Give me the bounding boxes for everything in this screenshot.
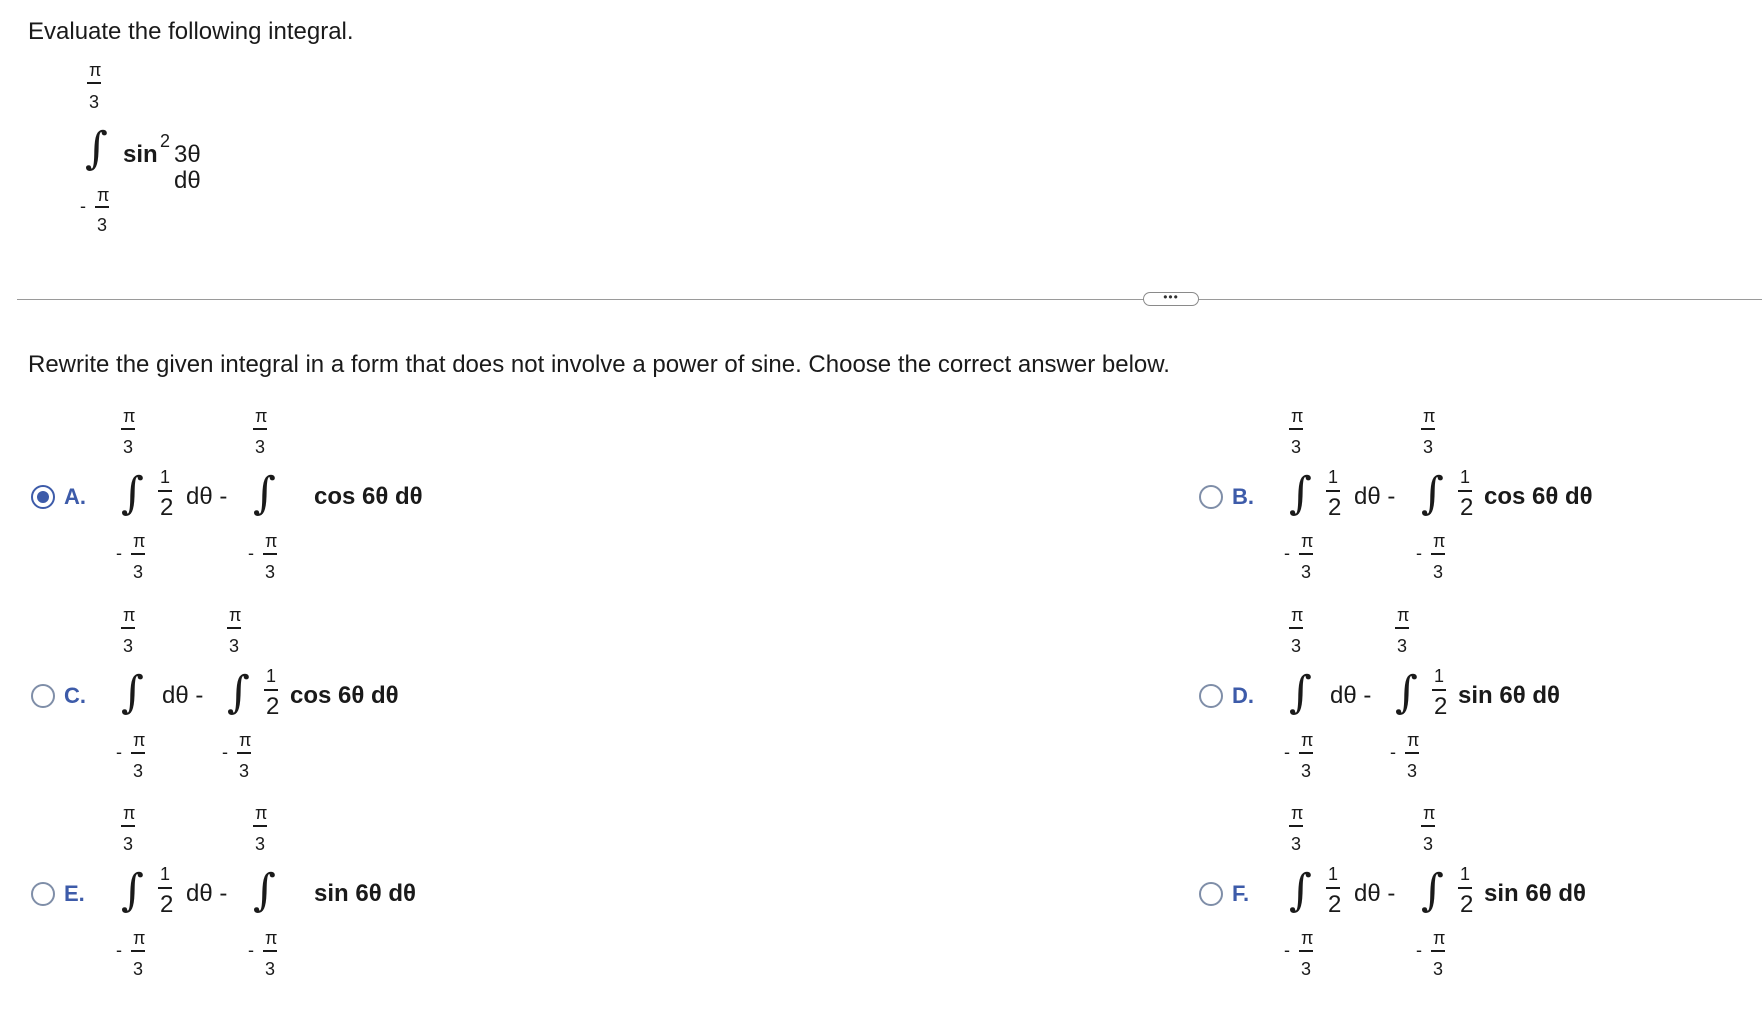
first-integral-lower-numerator: π (133, 531, 146, 551)
first-coefficient-numerator: 1 (160, 467, 171, 487)
first-differential: dθ - (186, 483, 228, 510)
integrand-exponent: 2 (160, 131, 171, 151)
upper-limit-numerator: π (89, 60, 102, 80)
second-integral-lower-sign: - (1390, 742, 1396, 762)
second-integral-upper-denominator: 3 (1397, 636, 1408, 656)
second-integral-lower-numerator: π (1433, 928, 1446, 948)
option-letter[interactable]: A. (64, 484, 86, 509)
first-integral-sign: ∫ (121, 865, 144, 916)
second-integral-lower-sign: - (222, 742, 228, 762)
first-integral-upper-numerator: π (123, 605, 136, 625)
option-letter[interactable]: C. (64, 683, 86, 708)
first-integral-upper-denominator: 3 (123, 834, 134, 854)
lower-limit-bar (95, 206, 109, 208)
second-coefficient-numerator: 1 (1434, 666, 1445, 686)
first-integral-upper-numerator: π (123, 803, 136, 823)
integrand-term: sin 6θ dθ (314, 880, 416, 907)
second-integral-upper-bar (1421, 428, 1435, 430)
part-instruction: Rewrite the given integral in a form that does not involve a power of sine. Choose the correct answer below. (28, 351, 1170, 378)
second-coefficient-denominator: 2 (266, 693, 280, 720)
first-integral-lower-denominator: 3 (1301, 761, 1312, 781)
radio-button[interactable] (1199, 684, 1223, 708)
second-integral-sign: ∫ (253, 468, 276, 519)
second-integral-upper-denominator: 3 (255, 437, 266, 457)
first-integral-lower-numerator: π (133, 730, 146, 750)
second-integral-lower-numerator: π (1407, 730, 1420, 750)
first-integral-upper-numerator: π (1291, 803, 1304, 823)
upper-limit-denominator: 3 (89, 92, 100, 112)
second-integral-sign: ∫ (1395, 667, 1418, 718)
first-integral-lower-bar (1299, 553, 1313, 555)
radio-button[interactable] (31, 684, 55, 708)
integrand-term: sin 6θ dθ (1458, 682, 1560, 709)
first-integral-upper-denominator: 3 (1291, 834, 1302, 854)
first-integral-lower-sign: - (116, 543, 122, 563)
second-integral-sign: ∫ (227, 667, 250, 718)
second-integral-lower-bar (1431, 553, 1445, 555)
first-integral-sign: ∫ (121, 667, 144, 718)
second-integral-sign: ∫ (1421, 468, 1444, 519)
integral-sign: ∫ (85, 123, 108, 174)
first-integral-lower-numerator: π (1301, 928, 1314, 948)
first-integral-lower-bar (1299, 950, 1313, 952)
second-integral-lower-bar (263, 950, 277, 952)
second-integral-lower-denominator: 3 (265, 959, 276, 979)
first-coefficient-denominator: 2 (160, 891, 174, 918)
first-integral-upper-bar (1289, 825, 1303, 827)
first-integral-upper-numerator: π (1291, 605, 1304, 625)
first-integral-lower-denominator: 3 (133, 761, 144, 781)
question-instruction: Evaluate the following integral. (28, 18, 354, 45)
first-integral-upper-bar (1289, 428, 1303, 430)
first-integral-upper-denominator: 3 (1291, 437, 1302, 457)
second-coefficient-numerator: 1 (266, 666, 277, 686)
second-integral-lower-denominator: 3 (265, 562, 276, 582)
second-integral-upper-numerator: π (1423, 803, 1436, 823)
radio-button[interactable] (31, 882, 55, 906)
more-button[interactable]: ••• (1143, 292, 1199, 306)
first-integral-lower-bar (131, 553, 145, 555)
first-integral-lower-bar (131, 752, 145, 754)
first-differential: dθ - (1330, 682, 1372, 709)
radio-button[interactable] (1199, 485, 1223, 509)
first-integral-upper-bar (121, 627, 135, 629)
second-integral-lower-numerator: π (265, 531, 278, 551)
second-integral-lower-bar (237, 752, 251, 754)
lower-limit-denominator: 3 (97, 215, 108, 235)
second-integral-lower-numerator: π (239, 730, 252, 750)
second-coefficient-denominator: 2 (1460, 494, 1474, 521)
first-coefficient-numerator: 1 (160, 864, 171, 884)
second-integral-lower-sign: - (248, 543, 254, 563)
integrand-term: sin 6θ dθ (1484, 880, 1586, 907)
second-integral-upper-denominator: 3 (229, 636, 240, 656)
second-integral-upper-denominator: 3 (1423, 834, 1434, 854)
first-integral-lower-denominator: 3 (1301, 562, 1312, 582)
second-integral-upper-bar (1421, 825, 1435, 827)
second-integral-upper-bar (1395, 627, 1409, 629)
first-coefficient-denominator: 2 (1328, 494, 1342, 521)
second-coefficient-bar (1432, 689, 1446, 691)
second-coefficient-denominator: 2 (1434, 693, 1448, 720)
integrand-term: cos 6θ dθ (1484, 483, 1593, 510)
second-integral-lower-numerator: π (265, 928, 278, 948)
first-integral-upper-numerator: π (1291, 406, 1304, 426)
first-integral-sign: ∫ (1289, 865, 1312, 916)
first-differential: dθ - (1354, 880, 1396, 907)
option-letter[interactable]: D. (1232, 683, 1254, 708)
first-differential: dθ - (1354, 483, 1396, 510)
second-integral-lower-denominator: 3 (239, 761, 250, 781)
first-integral-lower-bar (1299, 752, 1313, 754)
first-coefficient-numerator: 1 (1328, 467, 1339, 487)
first-integral-lower-denominator: 3 (1301, 959, 1312, 979)
first-integral-lower-sign: - (1284, 742, 1290, 762)
first-coefficient-denominator: 2 (160, 494, 174, 521)
first-integral-lower-sign: - (1284, 940, 1290, 960)
second-integral-upper-numerator: π (255, 406, 268, 426)
first-integral-lower-sign: - (116, 742, 122, 762)
integrand-argument: 3θ dθ (174, 141, 201, 194)
option-letter[interactable]: B. (1232, 484, 1254, 509)
option-letter[interactable]: F. (1232, 881, 1250, 906)
second-integral-lower-sign: - (248, 940, 254, 960)
first-differential: dθ - (186, 880, 228, 907)
second-integral-lower-numerator: π (1433, 531, 1446, 551)
upper-limit-bar (87, 82, 101, 84)
second-integral-upper-denominator: 3 (255, 834, 266, 854)
first-coefficient-bar (158, 887, 172, 889)
first-integral-lower-sign: - (1284, 543, 1290, 563)
second-coefficient-denominator: 2 (1460, 891, 1474, 918)
first-integral-lower-bar (131, 950, 145, 952)
second-coefficient-bar (1458, 887, 1472, 889)
first-coefficient-denominator: 2 (1328, 891, 1342, 918)
first-integral-lower-denominator: 3 (133, 562, 144, 582)
first-integral-sign: ∫ (1289, 667, 1312, 718)
second-integral-upper-numerator: π (1423, 406, 1436, 426)
second-integral-upper-bar (253, 428, 267, 430)
first-coefficient-bar (1326, 887, 1340, 889)
section-divider (17, 299, 1762, 300)
second-integral-upper-bar (227, 627, 241, 629)
integrand-term: cos 6θ dθ (290, 682, 399, 709)
first-integral-upper-bar (121, 428, 135, 430)
second-integral-upper-denominator: 3 (1423, 437, 1434, 457)
integrand-function: sin (123, 141, 158, 168)
first-integral-upper-bar (1289, 627, 1303, 629)
first-integral-lower-numerator: π (133, 928, 146, 948)
second-coefficient-numerator: 1 (1460, 864, 1471, 884)
first-coefficient-numerator: 1 (1328, 864, 1339, 884)
second-integral-lower-denominator: 3 (1433, 562, 1444, 582)
second-integral-upper-numerator: π (229, 605, 242, 625)
second-integral-lower-sign: - (1416, 543, 1422, 563)
second-coefficient-bar (1458, 490, 1472, 492)
second-integral-upper-numerator: π (255, 803, 268, 823)
lower-limit-sign: - (80, 196, 86, 216)
first-integral-upper-bar (121, 825, 135, 827)
second-integral-sign: ∫ (253, 865, 276, 916)
second-integral-lower-bar (1405, 752, 1419, 754)
first-coefficient-bar (1326, 490, 1340, 492)
first-differential: dθ - (162, 682, 204, 709)
first-integral-upper-denominator: 3 (123, 437, 134, 457)
first-integral-lower-sign: - (116, 940, 122, 960)
first-integral-upper-numerator: π (123, 406, 136, 426)
first-integral-lower-denominator: 3 (133, 959, 144, 979)
first-integral-lower-numerator: π (1301, 730, 1314, 750)
first-integral-sign: ∫ (121, 468, 144, 519)
second-coefficient-numerator: 1 (1460, 467, 1471, 487)
radio-button[interactable] (1199, 882, 1223, 906)
first-coefficient-bar (158, 490, 172, 492)
first-integral-upper-denominator: 3 (1291, 636, 1302, 656)
second-integral-lower-denominator: 3 (1433, 959, 1444, 979)
first-integral-upper-denominator: 3 (123, 636, 134, 656)
first-integral-sign: ∫ (1289, 468, 1312, 519)
second-integral-lower-denominator: 3 (1407, 761, 1418, 781)
second-integral-lower-bar (263, 553, 277, 555)
second-coefficient-bar (264, 689, 278, 691)
second-integral-lower-bar (1431, 950, 1445, 952)
second-integral-sign: ∫ (1421, 865, 1444, 916)
second-integral-upper-bar (253, 825, 267, 827)
lower-limit-numerator: π (97, 185, 110, 205)
second-integral-lower-sign: - (1416, 940, 1422, 960)
radio-button[interactable] (31, 485, 55, 509)
second-integral-upper-numerator: π (1397, 605, 1410, 625)
first-integral-lower-numerator: π (1301, 531, 1314, 551)
option-letter[interactable]: E. (64, 881, 85, 906)
integrand-term: cos 6θ dθ (314, 483, 423, 510)
